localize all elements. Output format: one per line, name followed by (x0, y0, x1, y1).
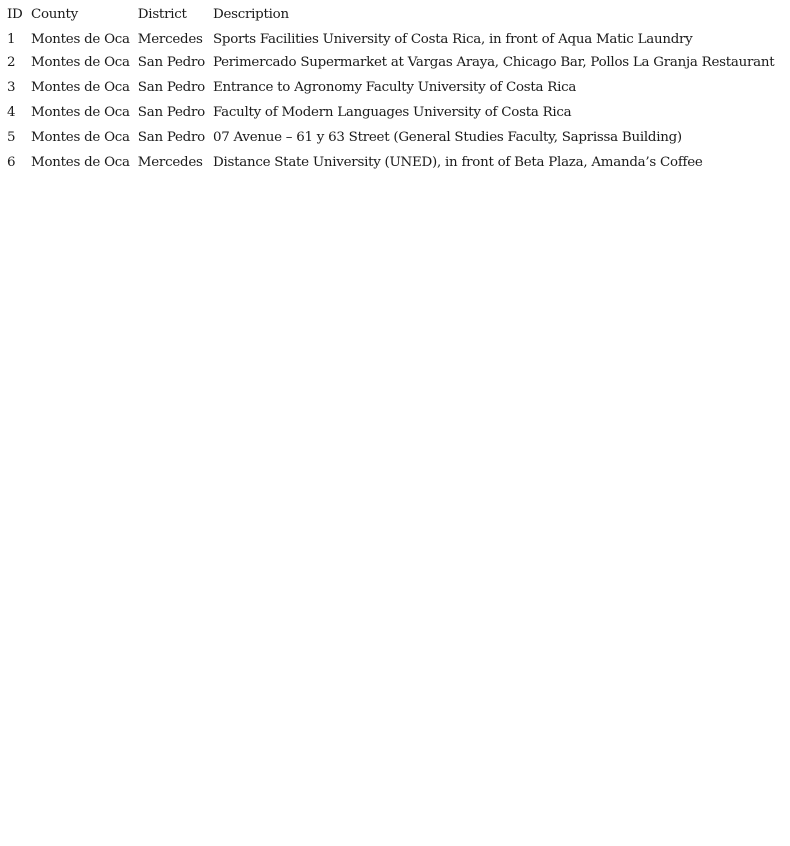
cell-county: Montes de Oca (31, 32, 130, 47)
cell-county: Montes de Oca (31, 55, 130, 70)
cell-description: Perimercado Supermarket at Vargas Araya, Chicago Bar, Pollos La Granja Restaurant (212, 55, 775, 70)
cell-description: Faculty of Modern Languages University of Costa Rica (212, 105, 572, 120)
cell-county: Montes de Oca (31, 80, 130, 95)
cell-district: San Pedro (137, 80, 205, 95)
cell-id: 2 (7, 55, 16, 70)
cell-description: Sports Facilities University of Costa Rica, in front of Aqua Matic Laundry (212, 32, 693, 47)
cell-district: Mercedes (137, 32, 203, 47)
cell-description: 07 Avenue – 61 y 63 Street (General Studies Faculty, Saprissa Building) (212, 130, 682, 145)
table-row (0, 25, 778, 50)
table-row (0, 75, 778, 100)
cell-id: 1 (7, 32, 16, 47)
header-district: District (137, 7, 187, 22)
locations-table (0, 0, 778, 175)
table-row (0, 125, 778, 150)
table-row (0, 150, 778, 175)
header-id: ID (7, 7, 23, 22)
header-county: County (31, 7, 79, 22)
cell-district: San Pedro (137, 105, 205, 120)
cell-id: 4 (7, 105, 16, 120)
cell-district: San Pedro (137, 55, 205, 70)
table-row (0, 100, 778, 125)
table-row (0, 50, 778, 75)
header-description: Description (212, 7, 289, 22)
cell-description: Distance State University (UNED), in front of Beta Plaza, Amanda’s Coffee (212, 155, 703, 170)
cell-id: 3 (7, 80, 16, 95)
cell-id: 5 (7, 130, 16, 145)
cell-county: Montes de Oca (31, 130, 130, 145)
cell-description: Entrance to Agronomy Faculty University of Costa Rica (212, 80, 577, 95)
cell-county: Montes de Oca (31, 155, 130, 170)
cell-district: San Pedro (137, 130, 205, 145)
table-header-row (0, 0, 778, 25)
cell-district: Mercedes (137, 155, 203, 170)
cell-county: Montes de Oca (31, 105, 130, 120)
cell-id: 6 (7, 155, 16, 170)
